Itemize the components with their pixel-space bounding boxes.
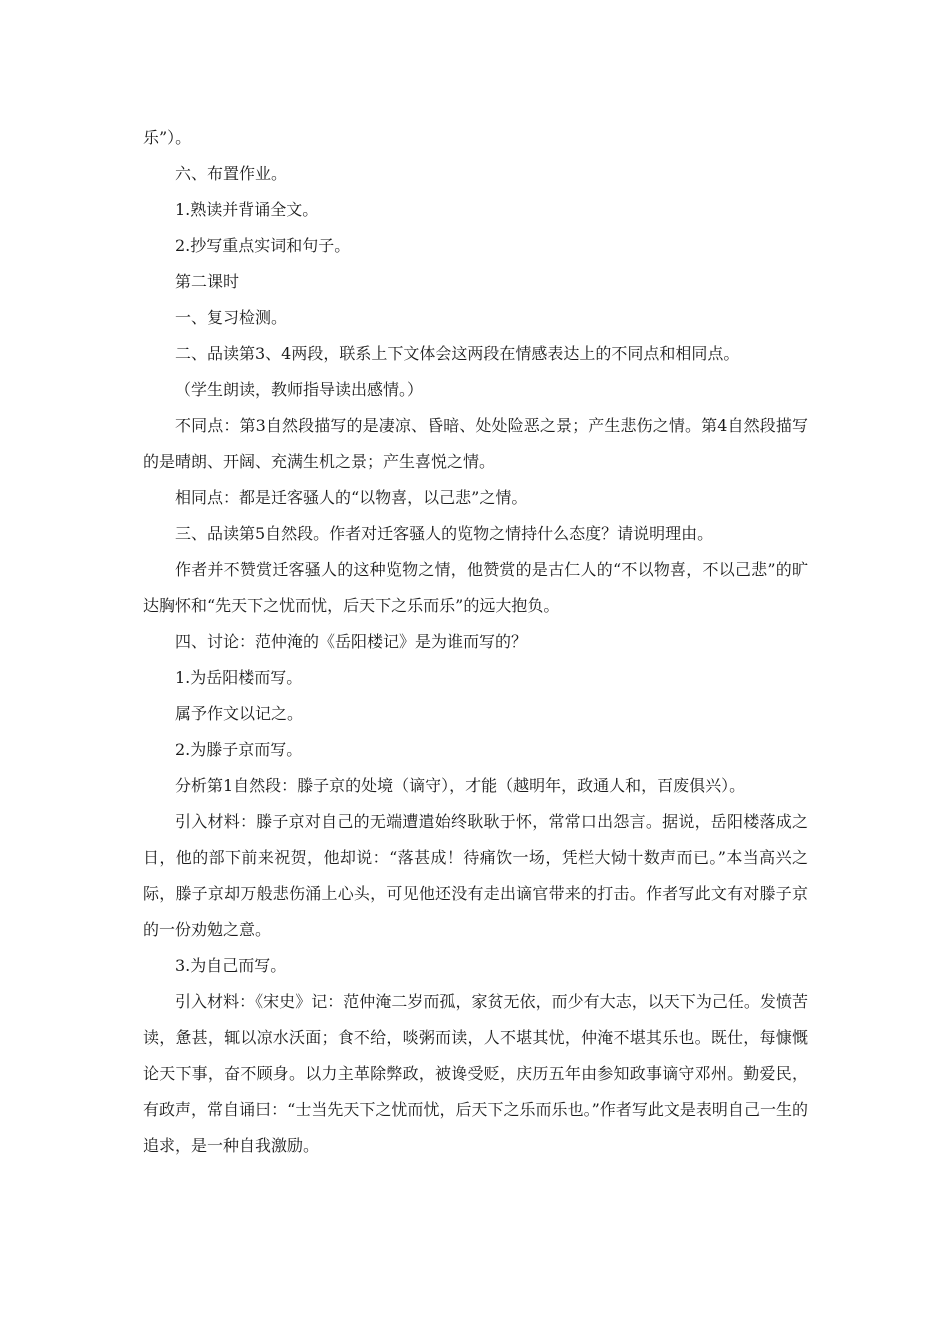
material-teng-zijing: 引入材料：滕子京对自己的无端遭遣始终耿耿于怀，常常口出怨言。据说，岳阳楼落成之日，他的部下前来祝贺，他却说：“落甚成！待痛饮一场，凭栏大恸十数声而已。”本当高兴之际，滕子京却万般悲伤涌上心头，可见他还没有走出谪官带来的打击。作者写此文有对滕子京的一份劝勉之意。 — [143, 812, 808, 939]
section-heading-homework: 六、布置作业。 — [175, 164, 288, 183]
discussion-item-1: 1.为岳阳楼而写。 — [175, 668, 303, 687]
homework-item-2: 2.抄写重点实词和句子。 — [175, 236, 351, 255]
paragraph-author-attitude: 作者并不赞赏迁客骚人的这种览物之情，他赞赏的是古仁人的“不以物喜，不以己悲”的旷达胸怀和“先天下之忧而忧，后天下之乐而乐”的远大抱负。 — [143, 560, 808, 615]
section-heading-reading-3-4: 二、品读第3、4两段，联系上下文体会这两段在情感表达上的不同点和相同点。 — [175, 344, 740, 363]
discussion-item-3: 3.为自己而写。 — [175, 956, 287, 975]
homework-item-1: 1.熟读并背诵全文。 — [175, 200, 319, 219]
section-heading-reading-5: 三、品读第5自然段。作者对迁客骚人的览物之情持什么态度？请说明理由。 — [175, 524, 714, 543]
discussion-item-2: 2.为滕子京而写。 — [175, 740, 303, 759]
section-heading-discussion: 四、讨论：范仲淹的《岳阳楼记》是为谁而写的？ — [175, 632, 528, 651]
document-body — [143, 120, 808, 1164]
section-heading-review: 一、复习检测。 — [175, 308, 288, 327]
paragraph-similarities: 相同点：都是迁客骚人的“以物喜，以己悲”之情。 — [175, 488, 528, 507]
note-reading: （学生朗读，教师指导读出感情。） — [175, 380, 424, 399]
analysis-paragraph-1: 分析第1自然段：滕子京的处境（谪守），才能（越明年，政通人和，百废俱兴）。 — [175, 776, 746, 795]
lesson-title: 第二课时 — [175, 272, 240, 291]
paragraph-differences: 不同点：第3自然段描写的是凄凉、昏暗、处处险恶之景；产生悲伤之情。第4自然段描写的是晴朗、开阔、充满生机之景；产生喜悦之情。 — [143, 416, 808, 471]
discussion-quote-1: 属予作文以记之。 — [175, 704, 304, 723]
material-song-shi: 引入材料：《宋史》记：范仲淹二岁而孤，家贫无依，而少有大志，以天下为己任。发愤苦读，惫甚，辄以凉水沃面；食不给，啖粥而读，人不堪其忧，仲淹不堪其乐也。既仕，每慷慨论天下事，奋不顾身。以力主革除弊政，被谗受贬，庆历五年由参知政事谪守邓州。勤爱民，有政声，常自诵曰：“士当先天下之忧而忧，后天下之乐而乐也。”作者写此文是表明自己一生的追求，是一种自我激励。 — [143, 992, 808, 1155]
continuation-line: 乐”）。 — [143, 128, 192, 147]
